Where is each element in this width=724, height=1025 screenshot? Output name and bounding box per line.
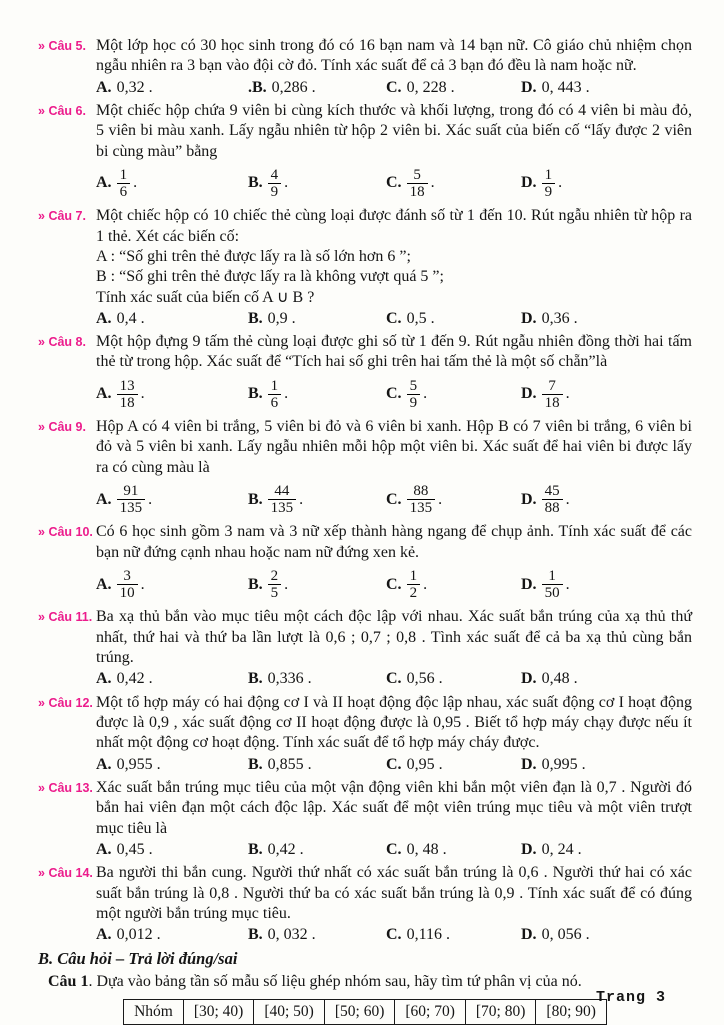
question xyxy=(38,607,692,689)
answer-option xyxy=(521,925,692,945)
option-letter: A. xyxy=(96,385,112,403)
question-list xyxy=(38,36,692,945)
guillemet-marker-icon: » xyxy=(38,610,45,625)
answer-option xyxy=(386,309,521,329)
option-value: 0,995 . xyxy=(541,755,586,773)
fraction-value xyxy=(268,378,282,411)
question-label xyxy=(38,607,96,689)
answer-option xyxy=(521,378,692,411)
fraction-numerator: 13 xyxy=(117,378,138,395)
answer-option xyxy=(521,78,692,98)
question xyxy=(38,101,692,203)
option-suffix: . xyxy=(565,490,570,508)
question-content xyxy=(96,417,692,519)
option-value: 0,32 . xyxy=(116,78,153,96)
option-value: 0,336 . xyxy=(267,670,312,688)
fraction-numerator: 91 xyxy=(117,483,146,500)
answer-option xyxy=(386,483,521,516)
question-content xyxy=(96,101,692,203)
question xyxy=(38,778,692,860)
option-suffix: . xyxy=(430,174,435,192)
answer-options-row xyxy=(96,309,692,329)
question-text: Một hộp đựng 9 tấm thẻ cùng loại được ghi số từ 1 đến 9. Rút ngẫu nhiên đồng thời hai tấm thẻ từ trong hộp. Xác suất để “Tích hai số ghi trên hai tấm thẻ là một số chẵn”là xyxy=(96,333,692,371)
question-label xyxy=(38,332,96,414)
question-label xyxy=(38,101,96,203)
question-number: Câu 9. xyxy=(48,420,86,435)
option-suffix: . xyxy=(148,490,153,508)
option-letter: D. xyxy=(521,575,537,593)
option-letter: B. xyxy=(248,174,263,192)
fraction-numerator: 88 xyxy=(407,483,436,500)
answer-option xyxy=(386,378,521,411)
question-content xyxy=(96,206,692,329)
question-text: Ba xạ thủ bắn vào mục tiêu một cách độc lập với nhau. Xác suất bắn trúng của xạ thủ thứ nhất, thứ hai và thứ ba lần lượt là 0,6 ; 0,7 ; 0,8 . Tình xác suất để cả ba xạ thủ cùng bắn trúng. xyxy=(96,608,692,667)
question-text: Một tổ hợp máy có hai động cơ I và II hoạt động độc lập nhau, xác suất động cơ I hoạt động được là 0,9 , xác suất động cơ II hoạt động được là 0,95 . Biết tổ hợp máy chạy được nếu ít nhất một động cơ hoạt động. Tính xác suất để tổ hợp máy cháy được. xyxy=(96,693,692,752)
question-label xyxy=(38,417,96,519)
guillemet-marker-icon: » xyxy=(38,335,45,350)
question xyxy=(38,332,692,414)
table-cell-nhom: Nhóm xyxy=(124,1000,184,1025)
fraction-value xyxy=(407,483,436,516)
fraction-denominator: 6 xyxy=(270,394,279,411)
option-letter: C. xyxy=(386,840,402,858)
question-label xyxy=(38,206,96,329)
option-value: 0,9 . xyxy=(267,309,296,327)
answer-options-row xyxy=(96,669,692,689)
question xyxy=(38,693,692,775)
option-value: 0,4 . xyxy=(116,309,145,327)
answer-option xyxy=(386,925,521,945)
option-letter: A. xyxy=(96,78,112,96)
answer-option xyxy=(96,568,248,601)
answer-options-row xyxy=(96,479,692,519)
answer-option xyxy=(248,167,386,200)
frequency-table-wrapper xyxy=(38,999,692,1025)
option-value: 0, 228 . xyxy=(406,78,455,96)
answer-option xyxy=(248,378,386,411)
fraction-denominator: 9 xyxy=(270,184,279,201)
fraction-value xyxy=(407,568,421,601)
answer-option xyxy=(521,840,692,860)
question-label xyxy=(38,522,96,604)
option-value: 0,42 . xyxy=(116,670,153,688)
question-content xyxy=(96,332,692,414)
answer-option xyxy=(248,568,386,601)
answer-option xyxy=(248,309,386,329)
option-letter: B. xyxy=(248,755,263,773)
answer-options-row xyxy=(96,755,692,775)
answer-option xyxy=(96,925,248,945)
question-number: Câu 6. xyxy=(48,103,86,118)
option-letter: A. xyxy=(96,490,112,508)
option-letter: D. xyxy=(521,490,537,508)
answer-option xyxy=(248,925,386,945)
option-suffix: . xyxy=(284,575,289,593)
option-letter: A. xyxy=(96,174,112,192)
fraction-denominator: 5 xyxy=(270,585,279,602)
table-cell-group: [50; 60) xyxy=(324,1000,395,1025)
option-suffix: . xyxy=(133,174,138,192)
guillemet-marker-icon: » xyxy=(38,103,45,118)
fraction-numerator: 45 xyxy=(542,483,563,500)
option-suffix: . xyxy=(558,174,563,192)
option-letter: C. xyxy=(386,755,402,773)
option-value: 0,45 . xyxy=(116,840,153,858)
option-value: 0,36 . xyxy=(541,309,578,327)
fraction-value xyxy=(268,483,297,516)
question-label xyxy=(38,693,96,775)
fraction-numerator: 1 xyxy=(268,378,282,395)
answer-option xyxy=(386,669,521,689)
answer-option xyxy=(248,669,386,689)
question-content xyxy=(96,693,692,775)
table-cell-group: [60; 70) xyxy=(395,1000,466,1025)
option-letter: D. xyxy=(521,78,537,96)
fraction-numerator: 1 xyxy=(407,568,421,585)
fraction-value xyxy=(407,378,421,411)
option-letter: D. xyxy=(521,670,537,688)
question-text: Tính xác suất của biến cố A ∪ B ? xyxy=(96,288,315,306)
question xyxy=(38,36,692,98)
option-letter: B. xyxy=(248,840,263,858)
answer-option xyxy=(386,568,521,601)
option-letter: C. xyxy=(386,490,402,508)
option-value: 0, 032 . xyxy=(267,926,316,944)
answer-option xyxy=(248,483,386,516)
question-content xyxy=(96,863,692,945)
fraction-numerator: 1 xyxy=(542,167,556,184)
question-text: Một lớp học có 30 học sinh trong đó có 16 bạn nam và 14 bạn nữ. Cô giáo chủ nhiệm chọn ngẫu nhiên ra 3 bạn vào đội cờ đỏ. Tính xác suất để cả 3 bạn đó đều là nam hoặc nữ. xyxy=(96,37,692,75)
option-letter: A. xyxy=(96,309,112,327)
fraction-denominator: 9 xyxy=(544,184,553,201)
fraction-numerator: 44 xyxy=(268,483,297,500)
option-letter: C. xyxy=(386,575,402,593)
section-b-heading: B. Câu hỏi – Trả lời đúng/sai xyxy=(38,949,238,969)
guillemet-marker-icon: » xyxy=(38,209,45,224)
question-text: Có 6 học sinh gồm 3 nam và 3 nữ xếp thành hàng ngang để chụp ảnh. Tính xác suất để các bạn nữ đứng cạnh nhau hoặc nam nữ đứng xen kẻ. xyxy=(96,523,692,561)
option-letter: C. xyxy=(386,78,402,96)
option-letter: D. xyxy=(521,926,537,944)
answer-option xyxy=(386,167,521,200)
question-label: Câu 1 xyxy=(48,973,89,991)
answer-option xyxy=(248,755,386,775)
answer-option xyxy=(521,568,692,601)
option-letter: C. xyxy=(386,670,402,688)
option-letter: A. xyxy=(96,670,112,688)
fraction-value xyxy=(542,483,563,516)
option-letter: A. xyxy=(96,926,112,944)
question-content xyxy=(96,778,692,860)
question-number: Câu 13. xyxy=(48,780,93,795)
question xyxy=(38,206,692,329)
fraction-denominator: 9 xyxy=(409,394,418,411)
option-suffix: . xyxy=(299,490,304,508)
question-label xyxy=(38,36,96,98)
answer-options-row xyxy=(96,78,692,98)
option-value: 0,42 . xyxy=(267,840,304,858)
question-number: Câu 12. xyxy=(48,695,93,710)
fraction-numerator: 3 xyxy=(117,568,138,585)
answer-option xyxy=(96,483,248,516)
option-letter: A. xyxy=(96,755,112,773)
option-letter: C. xyxy=(386,174,402,192)
option-letter: D. xyxy=(521,755,537,773)
answer-options-row xyxy=(96,840,692,860)
option-suffix: . xyxy=(284,385,289,403)
question-text: B : “Số ghi trên thẻ được lấy ra là không vượt quá 5 ”; xyxy=(96,268,444,286)
option-letter: B. xyxy=(248,385,263,403)
fraction-value xyxy=(117,568,138,601)
fraction-value xyxy=(407,167,428,200)
option-letter: B. xyxy=(248,490,263,508)
option-letter: D. xyxy=(521,309,537,327)
question-number: Câu 7. xyxy=(48,209,86,224)
question-number: Câu 11. xyxy=(48,610,93,625)
option-letter: A. xyxy=(96,840,112,858)
fraction-value xyxy=(542,568,563,601)
guillemet-marker-icon: » xyxy=(38,39,45,53)
question xyxy=(38,417,692,519)
answer-options-row xyxy=(96,564,692,604)
fraction-denominator: 135 xyxy=(409,500,433,517)
fraction-denominator: 18 xyxy=(409,184,425,201)
fraction-numerator: 4 xyxy=(268,167,282,184)
option-suffix: . xyxy=(423,575,428,593)
table-cell-group: [40; 50) xyxy=(254,1000,325,1025)
question xyxy=(38,863,692,945)
option-value: 0, 48 . xyxy=(406,840,447,858)
question-number: Câu 8. xyxy=(48,335,86,350)
option-suffix: . xyxy=(140,575,145,593)
answer-options-row xyxy=(96,925,692,945)
fraction-denominator: 2 xyxy=(409,585,418,602)
option-value: 0, 443 . xyxy=(541,78,590,96)
answer-option xyxy=(96,840,248,860)
option-value: 0,955 . xyxy=(116,755,161,773)
answer-option xyxy=(96,167,248,200)
fraction-numerator: 5 xyxy=(407,167,428,184)
answer-options-row xyxy=(96,163,692,203)
option-value: 0,286 . xyxy=(271,78,316,96)
option-value: 0, 24 . xyxy=(541,840,582,858)
fraction-denominator: 18 xyxy=(119,394,135,411)
frequency-table xyxy=(123,999,607,1025)
answer-option xyxy=(96,755,248,775)
question-label xyxy=(38,863,96,945)
option-suffix: . xyxy=(284,174,289,192)
answer-option xyxy=(96,78,248,98)
fraction-value xyxy=(117,378,138,411)
answer-option xyxy=(521,167,692,200)
fraction-denominator: 88 xyxy=(544,500,560,517)
option-letter: C. xyxy=(386,385,402,403)
answer-option xyxy=(386,78,521,98)
answer-option xyxy=(521,309,692,329)
guillemet-marker-icon: » xyxy=(38,525,45,540)
option-value: 0,5 . xyxy=(406,309,435,327)
question-text: Một chiếc hộp có 10 chiếc thẻ cùng loại được đánh số từ 1 đến 10. Rút ngẫu nhiên từ hộp ra 1 thẻ. Xét các biến cố: xyxy=(96,207,692,245)
question-text: . Dựa vào bảng tần số mẫu số liệu ghép nhóm sau, hãy tìm tứ phân vị của nó. xyxy=(88,973,582,991)
question-text: Một chiếc hộp chứa 9 viên bi cùng kích thước và khối lượng, trong đó có 4 viên bi màu đỏ, 5 viên bi màu xanh. Lấy ngẫu nhiên từ hộp 2 viên bi. Xác suất của biến cố “lấy được 2 viên bi cùng màu” bằng xyxy=(96,101,692,160)
option-letter: .B. xyxy=(248,78,267,96)
option-suffix: . xyxy=(438,490,443,508)
table-cell-group: [70; 80) xyxy=(465,1000,536,1025)
option-value: 0, 056 . xyxy=(541,926,590,944)
option-letter: C. xyxy=(386,309,402,327)
fraction-numerator: 1 xyxy=(117,167,131,184)
guillemet-marker-icon: » xyxy=(38,780,45,795)
answer-options-row xyxy=(96,374,692,414)
table-cell-group: [80; 90) xyxy=(536,1000,607,1025)
table-row xyxy=(124,1000,607,1025)
fraction-numerator: 2 xyxy=(268,568,282,585)
fraction-numerator: 7 xyxy=(542,378,563,395)
option-value: 0,56 . xyxy=(406,670,443,688)
option-letter: B. xyxy=(248,575,263,593)
guillemet-marker-icon: » xyxy=(38,695,45,710)
question-number: Câu 5. xyxy=(48,39,86,53)
question-text: Xác suất bắn trúng mục tiêu của một vận động viên khi bắn một viên đạn là 0,7 . Người đó bắn hai viên đạn một cách độc lập. Xác suất để một viên trúng mục tiêu và một viên trượt mục tiêu là xyxy=(96,778,692,837)
fraction-denominator: 50 xyxy=(544,585,560,602)
answer-option xyxy=(521,669,692,689)
fraction-value xyxy=(268,568,282,601)
option-value: 0,116 . xyxy=(406,926,450,944)
fraction-denominator: 6 xyxy=(119,184,128,201)
answer-option xyxy=(386,755,521,775)
option-letter: D. xyxy=(521,840,537,858)
fraction-numerator: 5 xyxy=(407,378,421,395)
option-letter: D. xyxy=(521,174,537,192)
answer-option xyxy=(248,78,386,98)
question-label xyxy=(38,778,96,860)
option-letter: B. xyxy=(248,926,263,944)
option-letter: B. xyxy=(248,670,263,688)
question-text: A : “Số ghi trên thẻ được lấy ra là số lớn hơn 6 ”; xyxy=(96,247,411,265)
option-suffix: . xyxy=(423,385,428,403)
answer-option xyxy=(96,669,248,689)
fraction-denominator: 135 xyxy=(119,500,143,517)
option-value: 0,012 . xyxy=(116,926,161,944)
option-value: 0,48 . xyxy=(541,670,578,688)
option-value: 0,95 . xyxy=(406,755,443,773)
question-content xyxy=(96,36,692,98)
option-suffix: . xyxy=(565,575,570,593)
fraction-value xyxy=(117,483,146,516)
table-cell-group: [30; 40) xyxy=(183,1000,254,1025)
question xyxy=(38,522,692,604)
question-content xyxy=(96,522,692,604)
option-suffix: . xyxy=(565,385,570,403)
question-text: Ba người thi bắn cung. Người thứ nhất có xác suất bắn trúng là 0,6 . Người thứ hai có xác suất bắn trúng là 0,8 . Người thứ ba có xác suất bắn trúng là 0,9 . Tính xác suất để có đúng một người bắn trúng mục tiêu. xyxy=(96,864,692,922)
question-text: Hộp A có 4 viên bi trắng, 5 viên bi đỏ và 6 viên bi xanh. Hộp B có 7 viên bi trắng, 6 viên bi đỏ và 5 viên bi xanh. Lấy ngẫu nhiên mỗi hộp một viên bi. Xác suất để hai viên bi được lấy ra có cùng màu là xyxy=(96,418,692,476)
guillemet-marker-icon: » xyxy=(38,866,45,881)
page-number: Trang 3 xyxy=(595,989,666,1006)
option-letter: C. xyxy=(386,926,402,944)
answer-option xyxy=(96,309,248,329)
option-value: 0,855 . xyxy=(267,755,312,773)
option-letter: B. xyxy=(248,309,263,327)
question-number: Câu 10. xyxy=(48,525,93,540)
question-number: Câu 14. xyxy=(48,866,93,881)
fraction-denominator: 10 xyxy=(119,585,135,602)
answer-option xyxy=(386,840,521,860)
answer-option xyxy=(521,755,692,775)
fraction-denominator: 18 xyxy=(544,394,560,411)
fraction-numerator: 1 xyxy=(542,568,563,585)
fraction-value xyxy=(542,378,563,411)
fraction-denominator: 135 xyxy=(270,500,294,517)
fraction-value xyxy=(117,167,131,200)
answer-option xyxy=(248,840,386,860)
answer-option xyxy=(521,483,692,516)
answer-option xyxy=(96,378,248,411)
option-letter: A. xyxy=(96,575,112,593)
fraction-value xyxy=(542,167,556,200)
guillemet-marker-icon: » xyxy=(38,420,45,435)
option-suffix: . xyxy=(140,385,145,403)
question-content xyxy=(96,607,692,689)
option-letter: D. xyxy=(521,385,537,403)
fraction-value xyxy=(268,167,282,200)
